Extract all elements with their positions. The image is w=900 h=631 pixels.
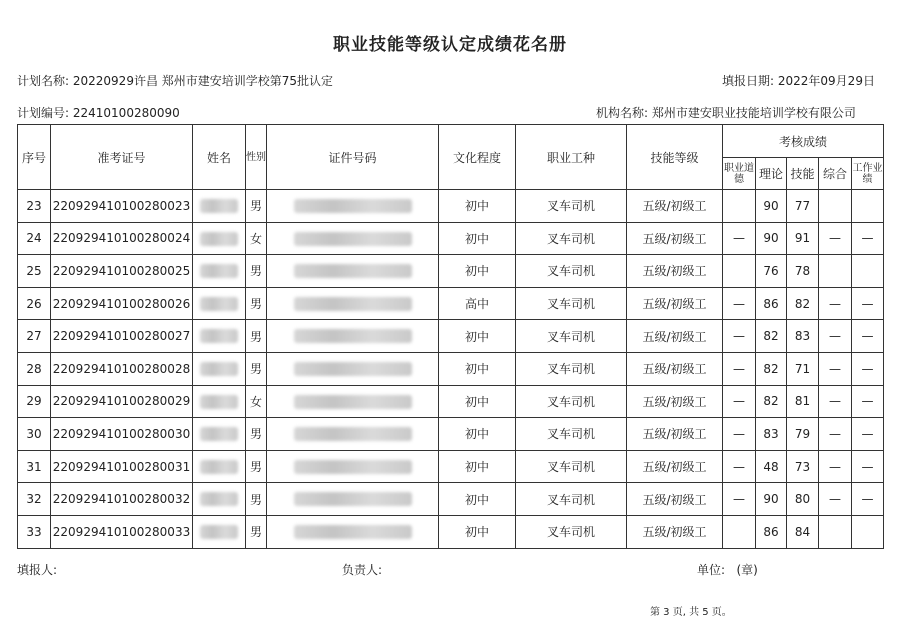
redacted-id xyxy=(294,297,412,311)
row-id-no xyxy=(267,287,439,320)
redacted-id xyxy=(294,395,412,409)
row-comprehensive: — xyxy=(819,418,852,451)
redacted-name xyxy=(200,395,238,409)
row-id-no xyxy=(267,255,439,288)
row-gender: 男 xyxy=(246,483,267,516)
row-gender: 男 xyxy=(246,418,267,451)
row-education: 高中 xyxy=(439,287,516,320)
row-theory: 82 xyxy=(756,352,787,385)
row-education: 初中 xyxy=(439,450,516,483)
header-id-no: 证件号码 xyxy=(267,125,439,190)
row-comprehensive: — xyxy=(819,450,852,483)
row-comprehensive: — xyxy=(819,385,852,418)
row-gender: 男 xyxy=(246,320,267,353)
row-performance: — xyxy=(852,352,884,385)
row-id-no xyxy=(267,190,439,223)
row-comprehensive xyxy=(819,255,852,288)
row-performance xyxy=(852,190,884,223)
redacted-id xyxy=(294,427,412,441)
row-gender: 女 xyxy=(246,385,267,418)
row-id-no xyxy=(267,222,439,255)
row-ethics: — xyxy=(723,418,756,451)
row-exam-no: 220929410100280027 xyxy=(51,320,193,353)
row-skill: 77 xyxy=(787,190,819,223)
row-theory: 90 xyxy=(756,222,787,255)
redacted-id xyxy=(294,362,412,376)
row-skill: 84 xyxy=(787,515,819,548)
row-ethics: — xyxy=(723,320,756,353)
header-occupation: 职业工种 xyxy=(516,125,627,190)
row-theory: 48 xyxy=(756,450,787,483)
table-row xyxy=(18,287,884,320)
row-skill: 80 xyxy=(787,483,819,516)
header-comprehensive: 综合 xyxy=(819,158,852,190)
header-exam-no: 准考证号 xyxy=(51,125,193,190)
table-row xyxy=(18,222,884,255)
row-ethics: — xyxy=(723,450,756,483)
row-comprehensive xyxy=(819,190,852,223)
row-name xyxy=(193,255,246,288)
row-comprehensive: — xyxy=(819,352,852,385)
redacted-id xyxy=(294,525,412,539)
row-skill-level: 五级/初级工 xyxy=(627,222,723,255)
row-education: 初中 xyxy=(439,255,516,288)
row-name xyxy=(193,418,246,451)
row-id-no xyxy=(267,418,439,451)
row-education: 初中 xyxy=(439,190,516,223)
row-id-no xyxy=(267,483,439,516)
row-skill-level: 五级/初级工 xyxy=(627,483,723,516)
row-occupation: 叉车司机 xyxy=(516,450,627,483)
plan-no-value: 22410100280090 xyxy=(72,106,180,120)
row-exam-no: 220929410100280029 xyxy=(51,385,193,418)
row-ethics: — xyxy=(723,483,756,516)
row-skill-level: 五级/初级工 xyxy=(627,418,723,451)
row-gender: 男 xyxy=(246,287,267,320)
table-row xyxy=(18,320,884,353)
header-score-group: 考核成绩 xyxy=(723,125,884,158)
row-occupation: 叉车司机 xyxy=(516,287,627,320)
row-occupation: 叉车司机 xyxy=(516,255,627,288)
row-exam-no: 220929410100280024 xyxy=(51,222,193,255)
row-occupation: 叉车司机 xyxy=(516,190,627,223)
row-theory: 83 xyxy=(756,418,787,451)
row-exam-no: 220929410100280023 xyxy=(51,190,193,223)
redacted-id xyxy=(294,460,412,474)
row-skill: 78 xyxy=(787,255,819,288)
plan-name-line xyxy=(17,72,333,89)
redacted-name xyxy=(200,297,238,311)
unit-label-line xyxy=(697,561,758,578)
redacted-name xyxy=(200,199,238,213)
fill-date-label: 填报日期: xyxy=(722,74,775,88)
header-skill: 技能 xyxy=(787,158,819,190)
row-id-no xyxy=(267,352,439,385)
row-seq: 25 xyxy=(18,255,51,288)
row-name xyxy=(193,190,246,223)
row-education: 初中 xyxy=(439,320,516,353)
redacted-id xyxy=(294,264,412,278)
row-skill: 83 xyxy=(787,320,819,353)
roster-body xyxy=(18,190,884,549)
row-ethics xyxy=(723,515,756,548)
row-education: 初中 xyxy=(439,418,516,451)
row-id-no xyxy=(267,515,439,548)
row-skill: 82 xyxy=(787,287,819,320)
table-row xyxy=(18,190,884,223)
row-performance: — xyxy=(852,385,884,418)
page-number: 第 3 页, 共 5 页。 xyxy=(650,607,732,618)
row-skill: 71 xyxy=(787,352,819,385)
row-skill: 81 xyxy=(787,385,819,418)
row-exam-no: 220929410100280025 xyxy=(51,255,193,288)
row-theory: 76 xyxy=(756,255,787,288)
org-line xyxy=(596,104,856,121)
row-name xyxy=(193,352,246,385)
row-skill-level: 五级/初级工 xyxy=(627,255,723,288)
row-performance: — xyxy=(852,450,884,483)
header-education: 文化程度 xyxy=(439,125,516,190)
row-performance: — xyxy=(852,287,884,320)
row-ethics xyxy=(723,190,756,223)
row-gender: 男 xyxy=(246,190,267,223)
header-name: 姓名 xyxy=(193,125,246,190)
row-id-no xyxy=(267,320,439,353)
header-skill-level: 技能等级 xyxy=(627,125,723,190)
row-skill-level: 五级/初级工 xyxy=(627,287,723,320)
row-occupation: 叉车司机 xyxy=(516,385,627,418)
row-exam-no: 220929410100280031 xyxy=(51,450,193,483)
row-gender: 男 xyxy=(246,352,267,385)
row-seq: 23 xyxy=(18,190,51,223)
row-skill-level: 五级/初级工 xyxy=(627,450,723,483)
row-comprehensive: — xyxy=(819,483,852,516)
org-name: 郑州市建安职业技能培训学校有限公司 xyxy=(651,106,856,120)
redacted-name xyxy=(200,460,238,474)
table-row xyxy=(18,352,884,385)
redacted-id xyxy=(294,329,412,343)
row-ethics: — xyxy=(723,385,756,418)
row-exam-no: 220929410100280033 xyxy=(51,515,193,548)
row-exam-no: 220929410100280030 xyxy=(51,418,193,451)
row-theory: 90 xyxy=(756,483,787,516)
redacted-name xyxy=(200,427,238,441)
header-ethics: 职业道德 xyxy=(723,158,756,190)
row-performance xyxy=(852,515,884,548)
row-occupation: 叉车司机 xyxy=(516,352,627,385)
row-education: 初中 xyxy=(439,352,516,385)
row-occupation: 叉车司机 xyxy=(516,418,627,451)
row-gender: 男 xyxy=(246,450,267,483)
row-theory: 82 xyxy=(756,385,787,418)
row-skill-level: 五级/初级工 xyxy=(627,352,723,385)
row-skill-level: 五级/初级工 xyxy=(627,515,723,548)
page-title: 职业技能等级认定成绩花名册 xyxy=(333,35,567,55)
row-theory: 90 xyxy=(756,190,787,223)
row-seq: 28 xyxy=(18,352,51,385)
row-comprehensive xyxy=(819,515,852,548)
header-theory: 理论 xyxy=(756,158,787,190)
row-performance: — xyxy=(852,483,884,516)
table-row xyxy=(18,515,884,548)
row-name xyxy=(193,287,246,320)
fill-date-line xyxy=(722,72,875,89)
row-comprehensive: — xyxy=(819,287,852,320)
row-skill: 73 xyxy=(787,450,819,483)
redacted-name xyxy=(200,492,238,506)
org-label: 机构名称: xyxy=(596,106,649,120)
row-name xyxy=(193,385,246,418)
row-performance: — xyxy=(852,222,884,255)
row-id-no xyxy=(267,385,439,418)
row-ethics: — xyxy=(723,222,756,255)
row-ethics xyxy=(723,255,756,288)
header-gender: 性别 xyxy=(246,125,267,190)
row-seq: 26 xyxy=(18,287,51,320)
unit-label: 单位: xyxy=(697,563,726,577)
row-skill: 79 xyxy=(787,418,819,451)
plan-no-label: 计划编号: xyxy=(17,106,70,120)
plan-name-value: 20220929许昌 郑州市建安培训学校第75批认定 xyxy=(72,74,334,88)
responsible-label: 负责人: xyxy=(342,563,383,577)
row-seq: 24 xyxy=(18,222,51,255)
redacted-name xyxy=(200,329,238,343)
row-occupation: 叉车司机 xyxy=(516,222,627,255)
plan-name-label: 计划名称: xyxy=(17,74,70,88)
row-gender: 女 xyxy=(246,222,267,255)
row-gender: 男 xyxy=(246,255,267,288)
row-comprehensive: — xyxy=(819,222,852,255)
row-theory: 82 xyxy=(756,320,787,353)
row-skill-level: 五级/初级工 xyxy=(627,385,723,418)
row-ethics: — xyxy=(723,352,756,385)
redacted-name xyxy=(200,525,238,539)
row-exam-no: 220929410100280028 xyxy=(51,352,193,385)
row-seq: 33 xyxy=(18,515,51,548)
filler-label: 填报人: xyxy=(17,563,58,577)
redacted-name xyxy=(200,264,238,278)
row-performance xyxy=(852,255,884,288)
row-performance: — xyxy=(852,418,884,451)
row-comprehensive: — xyxy=(819,320,852,353)
row-exam-no: 220929410100280026 xyxy=(51,287,193,320)
row-name xyxy=(193,515,246,548)
row-gender: 男 xyxy=(246,515,267,548)
row-seq: 30 xyxy=(18,418,51,451)
row-performance: — xyxy=(852,320,884,353)
row-skill-level: 五级/初级工 xyxy=(627,190,723,223)
row-theory: 86 xyxy=(756,287,787,320)
row-seq: 32 xyxy=(18,483,51,516)
redacted-id xyxy=(294,492,412,506)
row-id-no xyxy=(267,450,439,483)
row-seq: 29 xyxy=(18,385,51,418)
header-performance: 工作业绩 xyxy=(852,158,884,190)
row-education: 初中 xyxy=(439,222,516,255)
row-education: 初中 xyxy=(439,385,516,418)
row-skill: 91 xyxy=(787,222,819,255)
row-occupation: 叉车司机 xyxy=(516,320,627,353)
row-name xyxy=(193,222,246,255)
row-seq: 31 xyxy=(18,450,51,483)
row-skill-level: 五级/初级工 xyxy=(627,320,723,353)
row-education: 初中 xyxy=(439,515,516,548)
row-occupation: 叉车司机 xyxy=(516,483,627,516)
row-exam-no: 220929410100280032 xyxy=(51,483,193,516)
table-row xyxy=(18,255,884,288)
row-name xyxy=(193,450,246,483)
table-row xyxy=(18,385,884,418)
table-row xyxy=(18,418,884,451)
table-row xyxy=(18,483,884,516)
table-row xyxy=(18,450,884,483)
row-name xyxy=(193,483,246,516)
redacted-id xyxy=(294,232,412,246)
row-education: 初中 xyxy=(439,483,516,516)
seal-mark: (章) xyxy=(736,563,758,577)
row-theory: 86 xyxy=(756,515,787,548)
plan-no-line xyxy=(17,104,180,121)
row-ethics: — xyxy=(723,287,756,320)
row-name xyxy=(193,320,246,353)
redacted-name xyxy=(200,362,238,376)
score-roster-table xyxy=(17,124,884,549)
row-seq: 27 xyxy=(18,320,51,353)
fill-date-value: 2022年09月29日 xyxy=(777,74,875,88)
redacted-id xyxy=(294,199,412,213)
row-occupation: 叉车司机 xyxy=(516,515,627,548)
redacted-name xyxy=(200,232,238,246)
header-seq: 序号 xyxy=(18,125,51,190)
